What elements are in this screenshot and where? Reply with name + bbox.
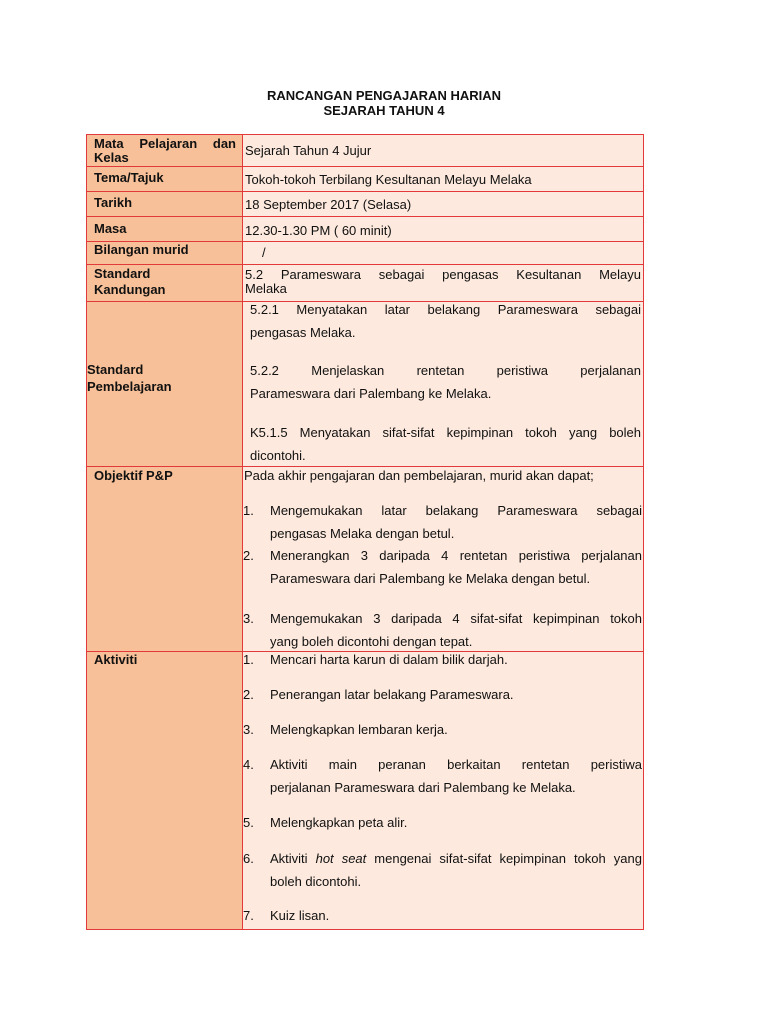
item-number: 3. xyxy=(243,722,254,737)
label-text: Mata Pelajaran dan xyxy=(94,136,236,151)
document-subtitle: SEJARAH TAHUN 4 xyxy=(323,103,445,118)
value-cell xyxy=(242,264,644,302)
label-text: Pembelajaran xyxy=(87,379,172,394)
item-text: 5.2.1 Menyatakan latar belakang Parameswara sebagai xyxy=(250,302,641,317)
label-cell xyxy=(86,241,243,265)
row-aktiviti xyxy=(86,651,644,930)
value-cell xyxy=(242,134,644,167)
label-cell xyxy=(86,301,243,467)
item-number: 7. xyxy=(243,908,254,923)
item-text: Menerangkan 3 daripada 4 rentetan peristiwa perjalanan xyxy=(270,548,642,563)
value-text: 18 September 2017 (Selasa) xyxy=(245,197,412,212)
value-cell xyxy=(242,466,644,652)
value-cell xyxy=(242,241,644,265)
item-number: 1. xyxy=(243,652,254,667)
value-cell xyxy=(242,301,644,467)
value-text: Melaka xyxy=(245,281,287,296)
item-text: Penerangan latar belakang Parameswara. xyxy=(270,687,514,702)
item-text: Parameswara dari Palembang ke Melaka. xyxy=(250,386,492,401)
item-number: 2. xyxy=(243,548,254,563)
hot-seat-emphasis: hot seat xyxy=(315,851,367,866)
label-cell xyxy=(86,651,243,930)
label-text: Bilangan murid xyxy=(94,242,189,257)
item-text: Mencari harta karun di dalam bilik darjah. xyxy=(270,652,508,667)
item-text: Aktiviti main peranan berkaitan rentetan peristiwa xyxy=(270,757,642,772)
item-text: Mengemukakan latar belakang Parameswara sebagai xyxy=(270,503,642,518)
document-title: RANCANGAN PENGAJARAN HARIAN xyxy=(266,88,501,103)
item-number: 4. xyxy=(243,757,254,772)
row-masa xyxy=(86,216,644,242)
value-cell xyxy=(242,216,644,242)
item-number: 6. xyxy=(243,851,254,866)
item-text: pengasas Melaka. xyxy=(250,325,356,340)
row-standard-kandungan xyxy=(86,264,644,302)
item-number: 2. xyxy=(243,687,254,702)
item-text: boleh dicontohi. xyxy=(270,874,362,889)
value-cell xyxy=(242,166,644,192)
label-text: Tema/Tajuk xyxy=(94,170,164,185)
label-text: Standard xyxy=(94,266,151,281)
value-text: 5.2 Parameswara sebagai pengasas Kesultanan Melayu xyxy=(245,267,641,282)
item-text: Mengemukakan 3 daripada 4 sifat-sifat kepimpinan tokoh xyxy=(270,611,642,626)
learning-standard-item xyxy=(250,421,641,467)
label-cell xyxy=(86,191,243,217)
label-cell xyxy=(86,466,243,652)
label-text: Masa xyxy=(94,221,127,236)
label-cell xyxy=(86,166,243,192)
label-cell xyxy=(86,134,243,167)
label-text: Objektif P&P xyxy=(94,468,173,483)
value-text: Sejarah Tahun 4 Jujur xyxy=(245,143,372,158)
learning-standard-item xyxy=(250,359,641,405)
item-text: yang boleh dicontohi dengan tepat. xyxy=(270,634,473,649)
label-cell xyxy=(86,216,243,242)
item-number: 3. xyxy=(243,611,254,626)
label-text: Kelas xyxy=(94,150,129,165)
row-objektif xyxy=(86,466,644,652)
row-tema xyxy=(86,166,644,192)
label-text: Aktiviti xyxy=(94,652,138,667)
value-cell xyxy=(242,191,644,217)
item-text: K5.1.5 Menyatakan sifat-sifat kepimpinan tokoh yang boleh xyxy=(250,425,641,440)
value-text: / xyxy=(262,245,266,260)
item-text: Melengkapkan lembaran kerja. xyxy=(270,722,448,737)
item-text: 5.2.2 Menjelaskan rentetan peristiwa perjalanan xyxy=(250,363,641,378)
item-text: Kuiz lisan. xyxy=(270,908,330,923)
item-text: perjalanan Parameswara dari Palembang ke Melaka. xyxy=(270,780,576,795)
item-text: pengasas Melaka dengan betul. xyxy=(270,526,455,541)
item-text: Parameswara dari Palembang ke Melaka dengan betul. xyxy=(270,571,591,586)
value-text: 12.30-1.30 PM ( 60 minit) xyxy=(245,223,392,238)
row-standard-pembelajaran xyxy=(86,301,644,467)
learning-standard-item xyxy=(250,298,641,344)
objective-intro: Pada akhir pengajaran dan pembelajaran, murid akan dapat; xyxy=(244,468,594,483)
label-text: Kandungan xyxy=(94,282,166,297)
label-text: Tarikh xyxy=(94,195,133,210)
item-number: 5. xyxy=(243,815,254,830)
label-cell xyxy=(86,264,243,302)
row-tarikh xyxy=(86,191,644,217)
row-mata-pelajaran xyxy=(86,134,644,167)
item-text: Aktiviti hot seat mengenai sifat-sifat kepimpinan tokoh yang xyxy=(270,851,642,866)
item-text: Melengkapkan peta alir. xyxy=(270,815,408,830)
value-text: Tokoh-tokoh Terbilang Kesultanan Melayu Melaka xyxy=(245,172,532,187)
value-cell xyxy=(242,651,644,930)
item-number: 1. xyxy=(243,503,254,518)
item-text: dicontohi. xyxy=(250,448,306,463)
row-bilangan-murid xyxy=(86,241,644,265)
label-text: Standard xyxy=(87,362,144,377)
